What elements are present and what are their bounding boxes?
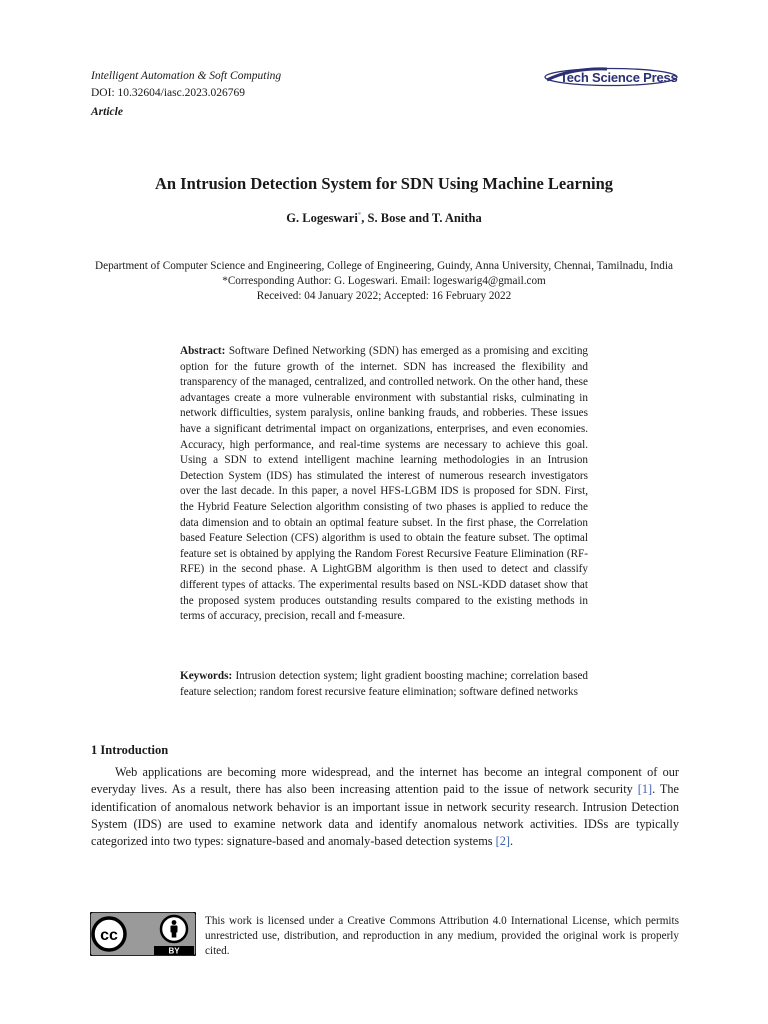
publisher-logo[interactable]: [541, 66, 681, 88]
attribution-person-icon: [161, 916, 187, 942]
creative-commons-icon: [93, 918, 125, 950]
article-type: Article: [91, 106, 123, 118]
author-list: [0, 211, 768, 226]
introduction-paragraph: [91, 764, 679, 850]
cc-by-license-badge[interactable]: [90, 912, 196, 956]
corresponding-author: *Corresponding Author: G. Logeswari. Email: logeswarig4@gmail.com: [222, 275, 546, 287]
citation-link-2[interactable]: [2]: [495, 834, 510, 849]
abstract-text: Software Defined Networking (SDN) has emerged as a promising and exciting option for the future growth of the internet. SDN has increased the flexibility and transparency of the managed, centralized, and controlled network. On the other hand, these advantages create a more vulnerable environment with substantial risks, culminating in network difficulties, system paralysis, online banking frauds, and robberies. These issues have a significant detrimental impact on organizations, enterprises, and even economies. Accuracy, high performance, and real-time systems are necessary to achieve this goal. Using a SDN to extend intelligent machine learning methodologies in an Intrusion Detection System (IDS) has stimulated the interest of numerous research investigators over the last decade. In this paper, a novel HFS-LGBM IDS is proposed for SDN. First, the Hybrid Feature Selection algorithm consisting of two phases is applied to reduce the data dimension and to obtain an optimal feature subset. In the first phase, the Correlation based Feature Selection (CFS) algorithm is used to obtain the feature subset. The optimal feature set is obtained by applying the Random Forest Recursive Feature Elimination (RF-RFE) in the second phase. A LightGBM algorithm is then used to detect and classify different types of attacks. The experimental results based on NSL-KDD dataset show that the proposed system produces outstanding results compared to the existing methods in terms of accuracy, precision, recall and f-measure.: [180, 345, 589, 623]
section-heading-introduction: 1 Introduction: [91, 743, 169, 757]
journal-name: Intelligent Automation & Soft Computing: [91, 70, 282, 82]
paper-title: An Intrusion Detection System for SDN Using Machine Learning: [154, 174, 614, 193]
keywords-label: Keywords:: [180, 670, 233, 682]
doi: DOI: 10.32604/iasc.2023.026769: [91, 87, 245, 99]
keywords-text: Intrusion detection system; light gradient boosting machine; correlation based feature selection; random forest recursive feature elimination; software defined networks: [180, 670, 589, 698]
license-text: This work is licensed under a Creative Commons Attribution 4.0 International License, which permits unrestricted use, distribution, and reproduction in any medium, provided the original work is properly cited.: [205, 915, 679, 957]
first-author[interactable]: G. Logeswari: [286, 211, 358, 226]
received-accepted-dates: Received: 04 January 2022; Accepted: 16 February 2022: [256, 290, 512, 302]
by-label: BY: [168, 946, 180, 956]
affiliation: Department of Computer Science and Engineering, College of Engineering, Guindy, Anna University, Chennai, Tamilnadu, India: [95, 260, 673, 272]
other-authors: , S. Bose and T. Anitha: [361, 211, 482, 226]
corresponding-marker: *: [357, 211, 362, 219]
affiliation-block: [0, 259, 768, 304]
citation-link-1[interactable]: [1]: [637, 782, 653, 797]
intro-text-3: .: [510, 834, 514, 849]
publisher-name: Tech Science Press: [560, 69, 678, 85]
intro-text-2: . The identification of anomalous network behavior is an important issue in network security research. Intrusion Detection System (IDS) are used to examine network data and identify anomalous network activities. IDSs are typically categorized into two types: signature-based and anomaly-based detection systems: [91, 782, 680, 849]
keywords: [180, 669, 588, 700]
abstract: [180, 344, 588, 625]
abstract-label: Abstract:: [180, 345, 226, 357]
intro-text-1: Web applications are becoming more widespread, and the internet has become an integral component of our everyday lives. As a result, there has also been increasing attention paid to the issue of network security: [91, 765, 679, 797]
cc-badge-text: cc: [100, 927, 118, 944]
